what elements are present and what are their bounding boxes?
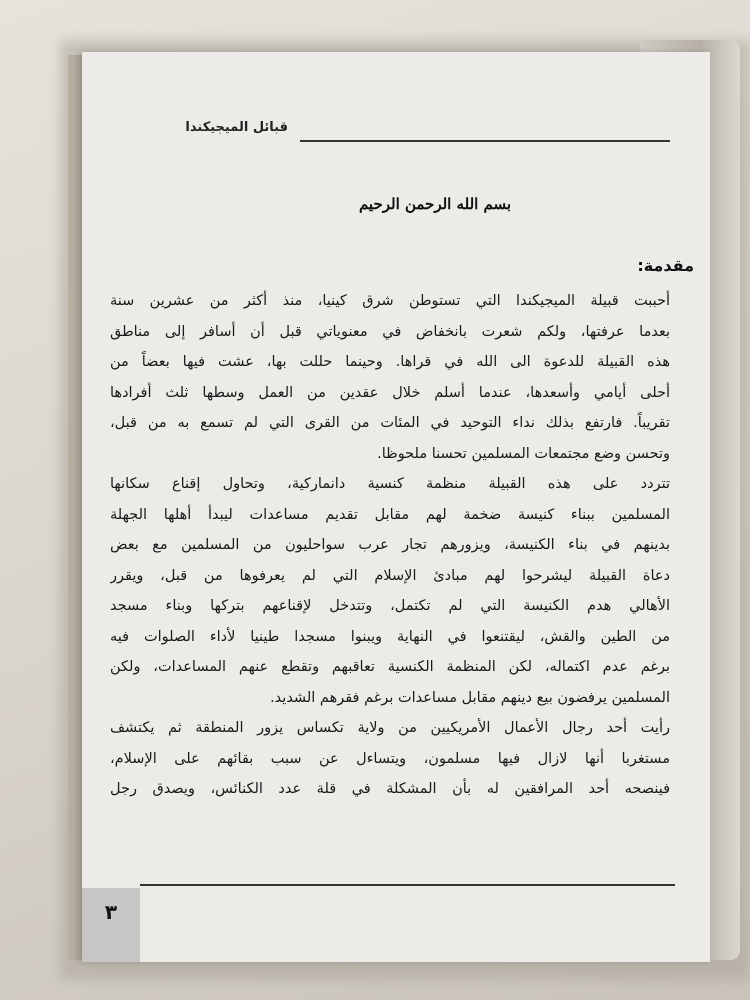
text-line: من الطين والقش، ليقتنعوا في النهاية ويبنوا مسجدا طينيا لأداء الصلوات فيه: [110, 628, 670, 645]
text-line: أحببت قبيلة الميجيكندا التي تستوطن شرق كينيا، منذ أكثر من عشرين سنة: [110, 293, 670, 309]
text-line: برغم عدم اكتماله، لكن المنظمة الكنسية تعاقبهم وتقطع عنهم المساعدات، ولكن: [110, 659, 670, 675]
text-line: مستغربا أنها لازال فيها مسلمون، ويتساءل عن سبب بقائهم على الإسلام،: [110, 750, 670, 767]
text-line: هذه القبيلة للدعوة الى الله في قراها. وحينما حللت بها، عشت فيها بعضاً من: [110, 354, 670, 370]
header-rule: [300, 140, 670, 142]
basmala: بسم الله الرحمن الرحيم: [358, 195, 512, 213]
text-line: الأهالي هدم الكنيسة التي لم تكتمل، وتتدخل لإقناعهم بتركها وبناء مسجد: [110, 598, 670, 614]
text-line: المسلمين ببناء كنيسة ضخمة لهم مقابل تقديم مساعدات ليبدأ أهلها الجهلة: [110, 506, 670, 523]
text-line: بدينهم في بناء الكنيسة، ويزورهم تجار عرب سواحليون من المسلمين مع بعض: [110, 537, 670, 553]
text-line: المسلمين يرفضون بيع دينهم مقابل مساعدات برغم فقرهم الشديد.: [270, 689, 670, 706]
text-line: فينصحه أحد المرافقين له بأن المشكلة في قلة عدد الكنائس، ويصدق رجل: [110, 781, 670, 797]
text-line: تقريباً. فارتفع بذلك نداء التوحيد في المئات من القرى التي لم تسمع به من قبل،: [110, 415, 670, 431]
text-line: وتحسن وضع مجتمعات المسلمين تحسنا ملحوظا.: [377, 445, 670, 462]
paragraph: [110, 286, 670, 469]
text-line: تتردد على هذه القبيلة منظمة كنسية دانماركية، وتحاول إقناع سكانها: [110, 476, 670, 492]
paragraph: [110, 713, 670, 805]
text-line: بعدما عرفتها، ولكم شعرت بانخفاض في معنوياتي قبل أن أسافر إلى مناطق: [110, 323, 670, 340]
page-number: ٣: [104, 900, 118, 924]
running-header-title: قبائل الميجيكندا: [185, 120, 288, 135]
body-text: [110, 286, 670, 805]
footer-rule: [140, 884, 675, 886]
text-line: رأيت أحد رجال الأعمال الأمريكيين من ولاية تكساس يزور المنطقة ثم يكتشف: [110, 720, 670, 736]
paragraph: [110, 469, 670, 713]
text-line: دعاة القبيلة ليشرحوا لهم مبادئ الإسلام التي لم يعرفوها من قبل، ويقرر: [110, 567, 670, 584]
text-line: أحلى أيامي وأسعدها، عندما أسلم خلال عقدين من العمل وسطها ثلث أفرادها: [110, 384, 670, 401]
section-heading: مقدمة:: [637, 256, 694, 275]
